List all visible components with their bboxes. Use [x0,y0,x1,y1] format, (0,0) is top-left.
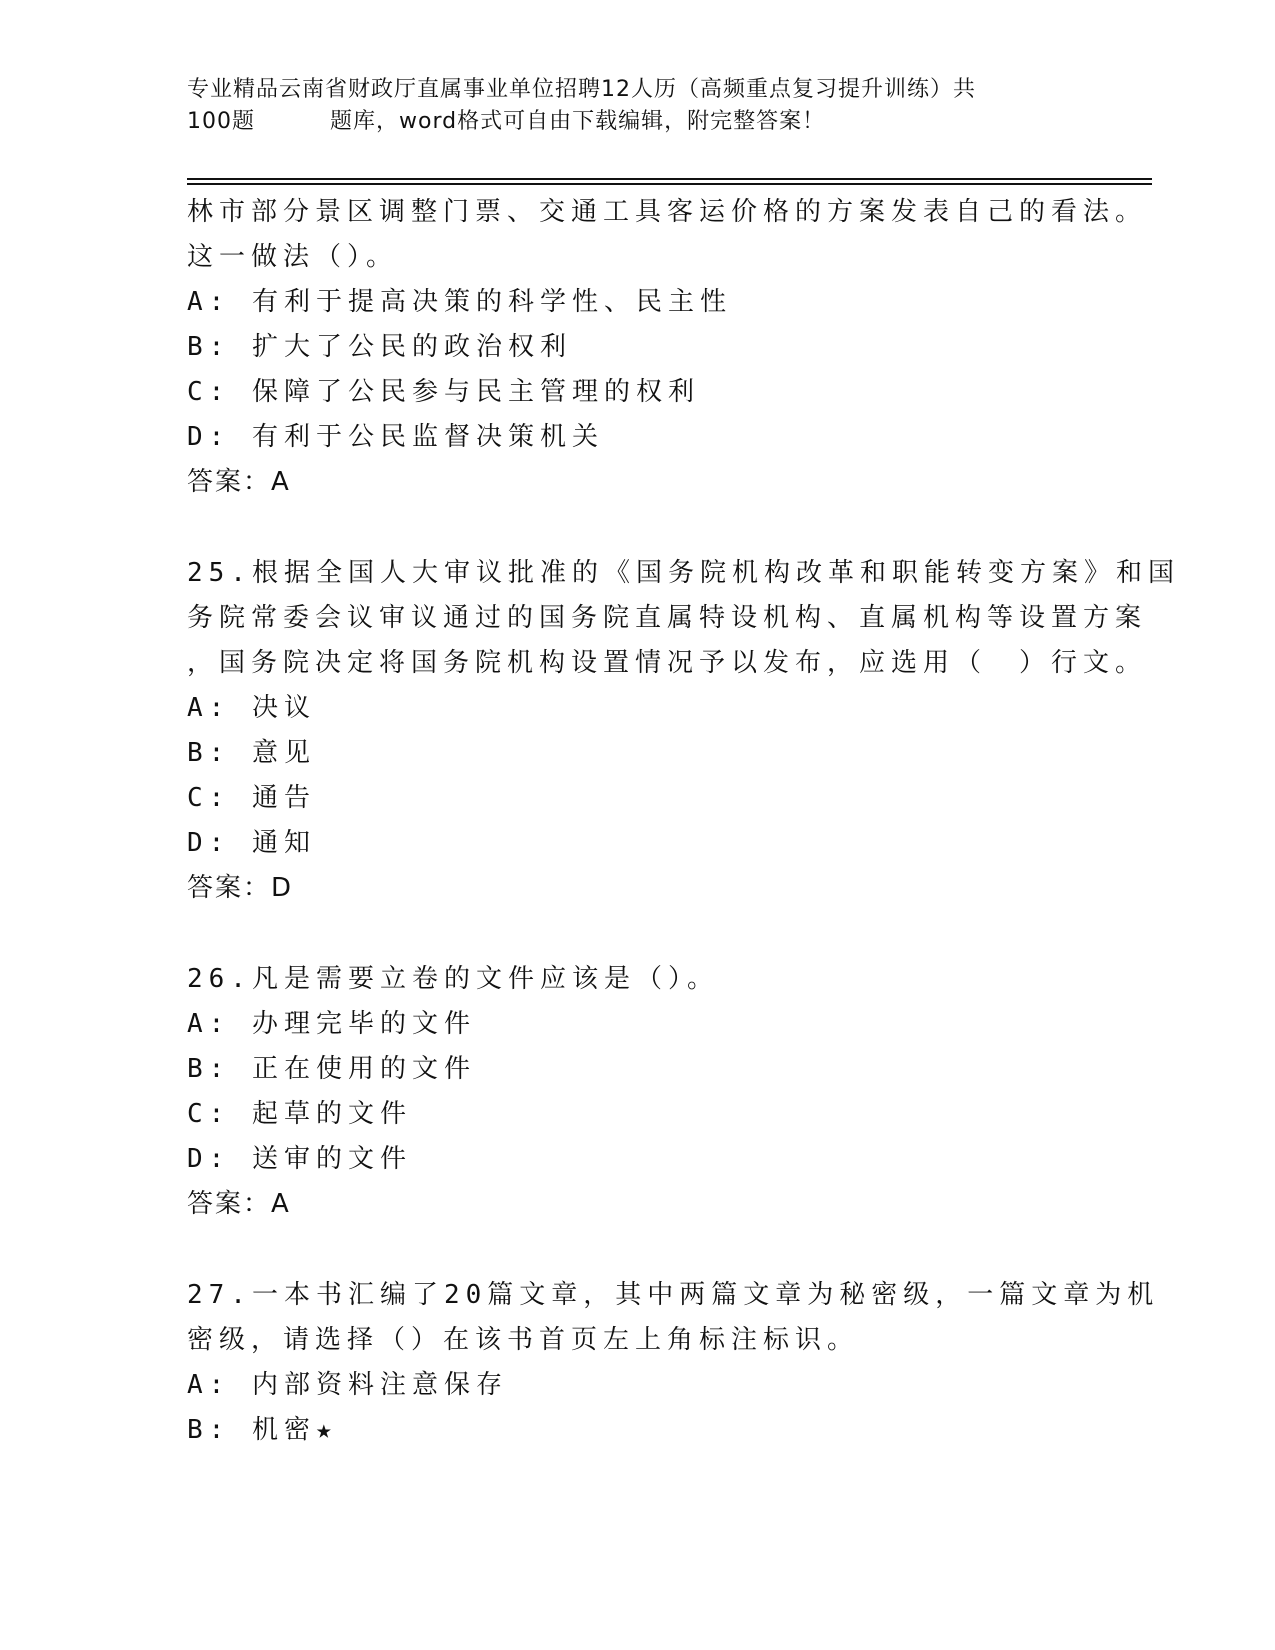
question-stem-line: 务院常委会议审议通过的国务院直属特设机构、直属机构等设置方案 [187,603,1148,633]
option-b: B: 正在使用的文件 [187,1054,476,1084]
answer: 答案：A [187,1189,291,1219]
question-25 [187,551,1180,911]
question-27 [187,1273,1160,1453]
question-stem-line: 密级，请选择（）在该书首页左上角标注标识。 [187,1325,860,1355]
header-rule-top [187,178,1152,180]
question-stem-line: ，国务院决定将国务院机构设置情况予以发布，应选用（ ）行文。 [187,648,1148,678]
answer: 答案：A [187,467,291,497]
option-b: B: 扩大了公民的政治权利 [187,332,572,362]
header-count: 100题 [187,109,255,134]
question-stem-line: 林市部分景区调整门票、交通工具客运价格的方案发表自己的看法。 [187,197,1148,227]
question-stem-line: 25.根据全国人大审议批准的《国务院机构改革和职能转变方案》和国 [187,558,1180,588]
option-a: A: 内部资料注意保存 [187,1370,508,1400]
option-d: D: 通知 [187,828,316,858]
question-24 [187,190,1148,505]
option-c: C: 起草的文件 [187,1099,412,1129]
answer: 答案：D [187,873,294,903]
question-stem-line: 这一做法（）。 [187,242,399,272]
option-c: C: 保障了公民参与民主管理的权利 [187,377,700,407]
option-d: D: 有利于公民监督决策机关 [187,422,604,452]
option-a: A: 有利于提高决策的科学性、民主性 [187,287,732,317]
option-c: C: 通告 [187,783,316,813]
question-list [187,190,1180,1453]
header-rule-bottom [187,183,1152,185]
question-26 [187,957,1087,1227]
option-a: A: 办理完毕的文件 [187,1009,476,1039]
option-a: A: 决议 [187,693,316,723]
document-header [187,74,1087,138]
question-stem-line: 27.一本书汇编了20篇文章，其中两篇文章为秘密级，一篇文章为机 [187,1280,1160,1310]
option-b: B: 意见 [187,738,316,768]
header-desc: 题库，word格式可自由下载编辑，附完整答案！ [330,109,826,134]
header-line-2 [187,106,1087,138]
option-b: B: 机密★ [187,1415,338,1445]
question-stem-line: 26.凡是需要立卷的文件应该是（）。 [187,964,719,994]
header-line-1: 专业精品云南省财政厅直属事业单位招聘12人历（高频重点复习提升训练）共 [187,77,976,102]
option-d: D: 送审的文件 [187,1144,412,1174]
